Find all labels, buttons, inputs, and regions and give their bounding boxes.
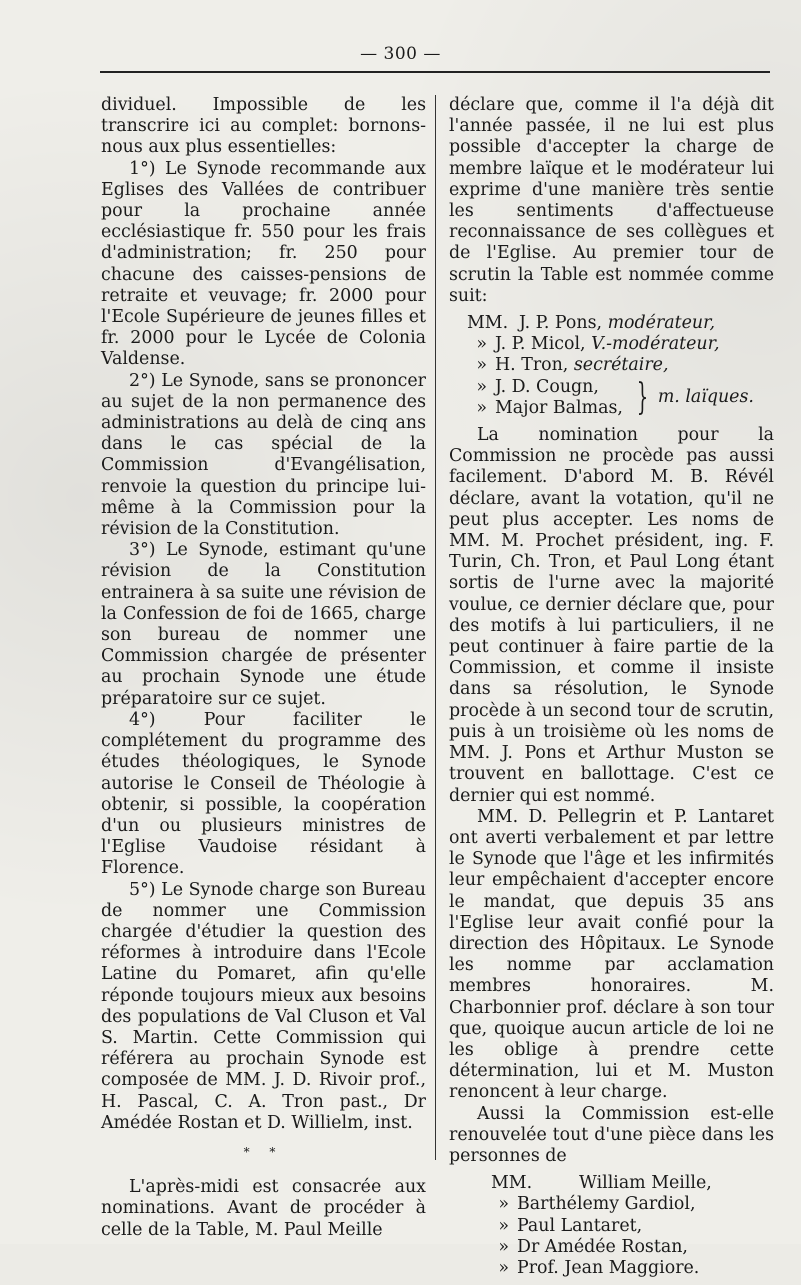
right-column	[449, 95, 774, 1285]
resolution-2: 2°) Le Synode, sans se prononcer au sujet de la non permanence des administrations au delà de cinq ans dans le cas spécial de la Commission d'Evangélisation, renvoie la question du principe lui-même à la Commission pour la révision de la Constitution.	[101, 370, 426, 540]
paragraph: Aussi la Commission est-elle renouvelée tout d'une pièce dans les personnes de	[449, 1103, 774, 1166]
brace-glyph: }	[636, 376, 649, 418]
resolution-5: 5°) Le Synode charge son Bureau de nommer une Commission chargée d'étudier la question des réformes à introduire dans l'Ecole Latine du Pomaret, afin qu'elle réponde toujours mieux aux besoins des populations de Val Cluson et Val S. Martin. Cette Commission qui référera au prochain Synode est composée de MM. J. D. Rivoir prof., H. Pascal, C. A. Tron past., Dr Amédée Rostan et D. Willielm, inst.	[101, 879, 426, 1133]
commission-members-list	[449, 1173, 774, 1279]
list-item: » Major Balmas,	[476, 397, 623, 418]
left-column	[101, 95, 426, 1241]
page-number: — 300 —	[360, 44, 441, 64]
paragraph: MM. D. Pellegrin et P. Lantaret ont averti verbalement et par lettre le Synode que l'âge et les infirmités leur empêchaient d'accepter encore le mandat, que depuis 35 ans l'Eglise leur avait confié pour la direction des Hôpitaux. Le Synode les nomme par acclamation membres honoraires. M. Charbonnier prof. déclare à son tour que, quoique aucun article de loi ne les oblige à prendre cette détermination, lui et M. Muston renoncent à leur charge.	[449, 806, 774, 1103]
paragraph: déclare que, comme il l'a déjà dit l'année passée, il ne lui est plus possible d'accepter la charge de membre laïque et le modérateur lui exprime d'une manière très sentie les sentiments d'affectueuse reconnaissance de ses collègues et de l'Eglise. Au premier tour de scrutin la Table est nommée comme suit:	[449, 95, 774, 306]
laiques-group	[449, 377, 774, 419]
paragraph: dividuel. Impossible de les transcrire ici au complet: bornons-nous aux plus essentielles:	[101, 95, 426, 158]
resolution-3: 3°) Le Synode, estimant qu'une révision de la Constitution entrainera à sa suite une révision de la Confession de foi de 1665, charge son bureau de nommer une Commission chargée de présenter au prochain Synode une étude préparatoire sur ce sujet.	[101, 540, 426, 709]
list-item: » J. D. Cougn,	[476, 376, 599, 397]
list-item: MM. J. P. Pons, modérateur,	[467, 313, 716, 334]
section-separator: * *	[243, 1144, 284, 1159]
list-item: » Barthélemy Gardiol,	[498, 1194, 696, 1215]
list-item: » J. P. Micol, V.-modérateur,	[476, 334, 720, 355]
list-item: MM. William Meille,	[491, 1173, 712, 1194]
paragraph: La nomination pour la Commission ne procède pas aussi facilement. D'abord M. B. Révél déclare, avant la votation, qu'il ne peut plus accepter. Les noms de MM. M. Prochet président, ing. F. Turin, Ch. Tron, et Paul Long étant sortis de l'urne avec la majorité voulue, ce dernier déclare que, pour des motifs à lui particuliers, il ne peut continuer à faire partie de la Commission, et comme il insiste dans sa résolution, le Synode procède à un second tour de scrutin, puis à un troisième où les noms de MM. J. Pons et Arthur Muston se trouvent en ballottage. C'est ce dernier qui est nommé.	[449, 425, 774, 806]
list-item: » H. Tron, secrétaire,	[476, 355, 669, 376]
paragraph: L'après-midi est consacrée aux nominations. Avant de procéder à celle de la Table, M. Paul Meille	[101, 1177, 426, 1240]
table-members-list	[449, 313, 774, 419]
list-item: » Paul Lantaret,	[498, 1215, 643, 1236]
list-item: » Prof. Jean Maggiore.	[498, 1257, 700, 1278]
header-rule	[100, 71, 770, 73]
resolution-1: 1°) Le Synode recommande aux Eglises des Vallées de contribuer pour la prochaine année ecclésiastique fr. 550 pour les frais d'administration; fr. 250 pour chacune des caisses-pensions de retraite et veuvage; fr. 2000 pour l'Ecole Supérieure de jeunes filles et fr. 2000 pour le Lycée de Colonia Valdense.	[101, 158, 426, 370]
list-item: » Dr Amédée Rostan,	[498, 1236, 688, 1257]
laiques-label: m. laïques.	[657, 387, 754, 408]
resolution-4: 4°) Pour faciliter le complétement du programme des études théologiques, le Synode autorise le Conseil de Théologie à obtenir, si possible, la coopération d'un ou plusieurs ministres de l'Eglise Vaudoise résidant à Florence.	[101, 709, 426, 879]
column-divider	[435, 95, 436, 1160]
